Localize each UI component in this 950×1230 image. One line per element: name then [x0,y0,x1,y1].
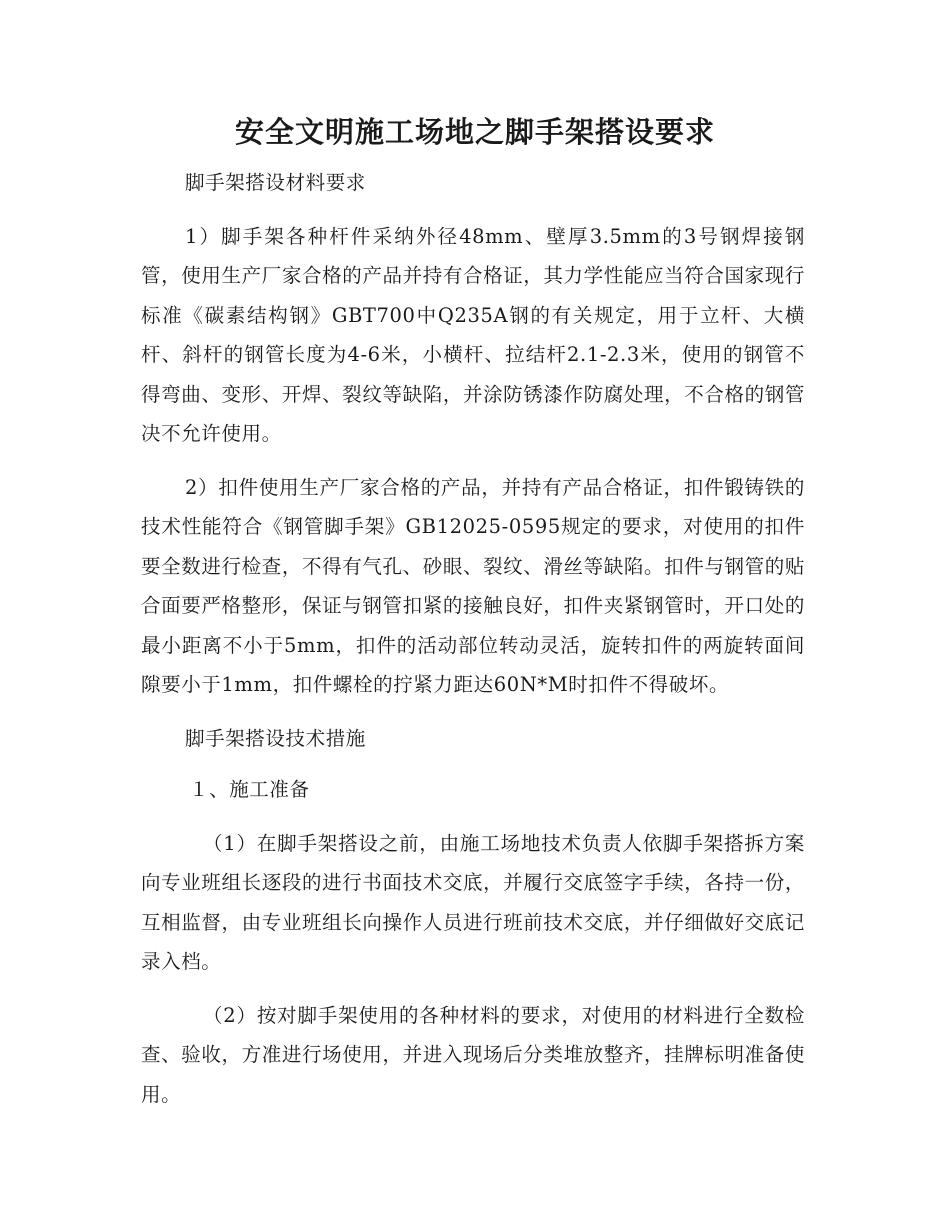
paragraph-fasteners: 2）扣件使用生产厂家合格的产品，并持有产品合格证，扣件锻铸铁的技术性能符合《钢管脚手架》GB12025-0595规定的要求，对使用的扣件要全数进行检查，不得有气孔、砂眼、裂纹、滑丝等缺陷。扣件与钢管的贴合面要严格整形，保证与钢管扣紧的接触良好，扣件夹紧钢管时，开口处的最小距离不小于5mm，扣件的活动部位转动灵活，旋转扣件的两旋转面间隙要小于1mm，扣件螺栓的拧紧力距达60N*M时扣件不得破坏。 [141,475,805,696]
document-title: 安全文明施工场地之脚手架搭设要求 [234,115,715,149]
subsection-heading-preparation: １、施工准备 [189,778,310,801]
document-body [141,163,805,1114]
paragraph-steel-pipes: 1）脚手架各种杆件采纳外径48mm、壁厚3.5mm的3号钢焊接钢管，使用生产厂家合格的产品并持有合格证，其力学性能应当符合国家现行标准《碳素结构钢》GBT700中Q235A钢的有关规定，用于立杆、大横杆、斜杆的钢管长度为4-6米，小横杆、拉结杆2.1-2.3米，使用的钢管不得弯曲、变形、开焊、裂纹等缺陷，并涂防锈漆作防腐处理，不合格的钢管决不允许使用。 [141,224,805,445]
section-heading-materials: 脚手架搭设材料要求 [185,171,366,194]
paragraph-material-inspection: （2）按对脚手架使用的各种材料的要求，对使用的材料进行全数检查、验收，方准进行场使用，并进入现场后分类堆放整齐，挂牌标明准备使用。 [141,1003,805,1106]
section-heading-technical-measures: 脚手架搭设技术措施 [185,726,366,750]
paragraph-technical-briefing: （1）在脚手架搭设之前，由施工场地技术负责人依脚手架搭拆方案向专业班组长逐段的进行书面技术交底，并履行交底签字手续，各持一份，互相监督，由专业班组长向操作人员进行班前技术交底，并仔细做好交底记录入档。 [141,831,805,973]
